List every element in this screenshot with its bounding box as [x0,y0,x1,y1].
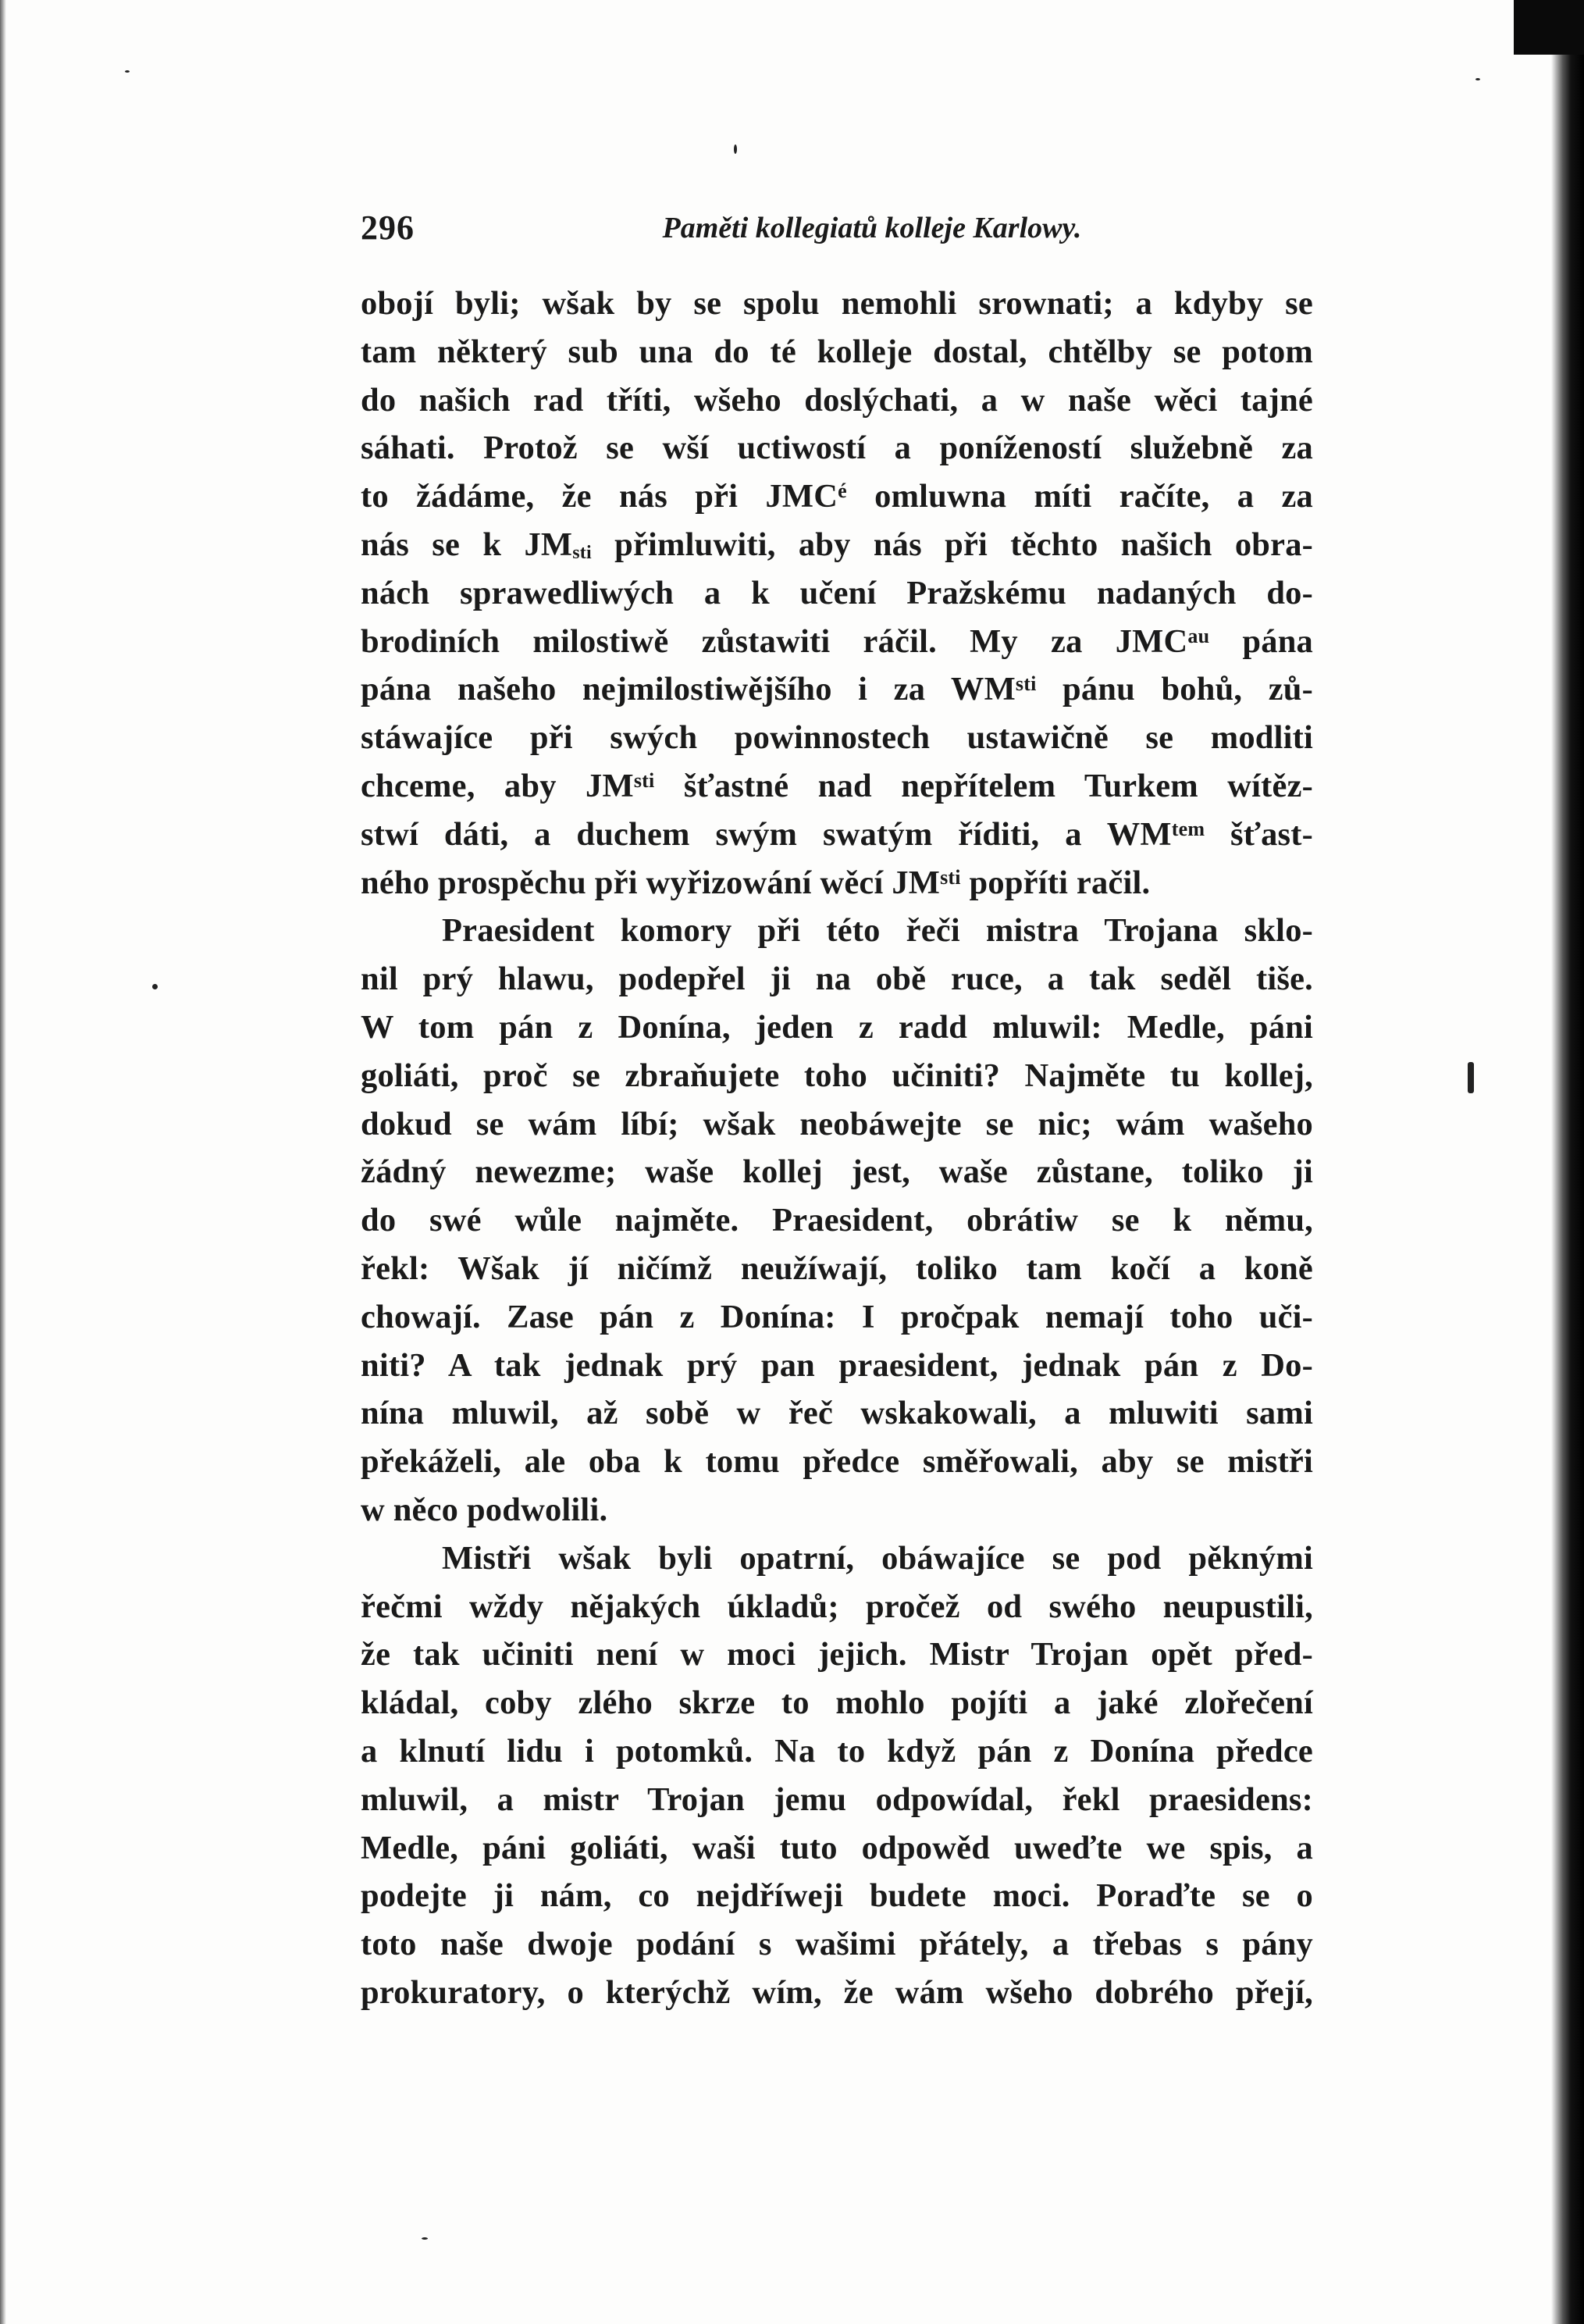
scan-speck [422,2237,428,2240]
scan-speck [125,70,130,73]
text-line: sáhati. Protož se wší uctiwostí a ponížeností služebně za [361,430,1313,467]
text-line: podejte ji nám, co nejdříweji budete moci. Poraďte se o [361,1877,1313,1915]
abbreviation-superscript: sti [633,768,655,792]
text-line-with-abbreviation: ného prospěchu při wyřizowání wěcí $JM^{sti}$ popříti račil. [361,864,1151,901]
text-line: prokuratory, o kterýchž wím, že wám wšeho dobrého přejí, [361,1973,1313,2011]
abbreviation-superscript: tem [1171,817,1205,840]
text-line: že tak učiniti není w moci jejich. Mistr Trojan opět před- [361,1636,1313,1673]
abbreviation-superscript: é [838,479,847,503]
abbreviation-superscript: sti [1015,672,1037,696]
text-line: a klnutí lidu i potomků. Na to když pán z Donína předce [361,1732,1313,1770]
text-line: W tom pán z Donína, jeden z radd mluwil: Medle, páni [361,1008,1313,1046]
scan-speck [734,144,737,154]
abbreviation-superscript: au [1187,624,1210,647]
scan-speck [1475,78,1480,80]
text-line-with-abbreviation: to žádáme, že nás při $JMC^é$ omluwna míti račíte, a za [361,478,1313,515]
text-line-with-abbreviation: stwí dáti, a duchem swým swatým říditi, a $WM^{tem}$ šťast- [361,815,1313,853]
text-line: nil prý hlawu, podepřel ji na obě ruce, a tak seděl tiše. [361,961,1313,998]
text-line: toto naše dwoje podání s wašimi přátely, a třebas s pány [361,1926,1313,1963]
page-right-edge-shadow [1551,0,1584,2324]
text-line: nína mluwil, až sobě w řeč wskakowali, a mluwiti sami [361,1395,1313,1432]
text-line: kládal, coby zlého skrze to mohlo pojíti a jaké zlořečení [361,1684,1313,1722]
text-line-with-abbreviation: chceme, aby $JM^{sti}$ šťastné nad nepřítelem Turkem wítěz- [361,767,1314,804]
text-line: řekl: Wšak jí ničímž neužíwají, toliko tam kočí a koně [361,1249,1313,1287]
body-text [361,280,1313,2017]
text-line: do swé wůle najměte. Praesident, obrátiw se k němu, [361,1202,1313,1239]
text-line: tam některý sub una do té kolleje dostal, chtělby se potom [361,333,1313,370]
text-line: řečmi wždy nějakých úkladů; pročež od swého neupustili, [361,1588,1313,1625]
scan-speck [1468,1062,1474,1093]
text-line: nách sprawedliwých a k učení Pražskému nadaných do- [361,574,1313,611]
scan-speck [152,984,158,989]
text-line: stáwajíce při swých powinnostech ustawičně se modliti [361,719,1313,757]
text-line: goliáti, proč se zbraňujete toho učiniti? Najměte tu kollej, [361,1057,1313,1094]
text-line-with-abbreviation: pána našeho nejmilostiwějšího i za $WM^{sti}$ pánu bohů, zů- [361,671,1313,708]
text-line: Praesident komory při této řeči mistra Trojana sklo- [442,912,1313,950]
text-line: žádný newezme; waše kollej jest, waše zůstane, toliko ji [361,1153,1313,1191]
page-number: 296 [361,209,415,247]
running-title: Paměti kollegiatů kolleje Karlowy. [662,212,1082,244]
text-line: do našich rad tříti, wšeho doslýchati, a w naše wěci tajné [361,381,1313,419]
page-header [361,205,1313,251]
page-corner-shadow [1514,0,1584,55]
text-line-with-abbreviation: brodiních milostiwě zůstawiti ráčil. My za $JMC^{au}$ pána [361,622,1313,660]
abbreviation-superscript: sti [940,865,961,889]
text-line: niti? A tak jednak prý pan praesident, jednak pán z Do- [361,1346,1313,1384]
abbreviation-subscript: sti [572,542,592,563]
text-line: mluwil, a mistr Trojan jemu odpowídal, řekl praesidens: [361,1780,1313,1818]
text-line: chowají. Zase pán z Donína: I pročpak nemají toho uči- [361,1298,1313,1335]
text-line: Medle, páni goliáti, waši tuto odpowěd uweďte we spis, a [361,1829,1313,1866]
text-line: Mistři wšak byli opatrní, obáwajíce se pod pěknými [442,1539,1313,1577]
text-line: překáželi, ale oba k tomu předce směřowali, aby se mistři [361,1443,1313,1481]
text-line: obojí byli; wšak by se spolu nemohli srownati; a kdyby se [361,285,1313,322]
text-line: w něco podwolili. [361,1491,608,1528]
text-line-with-abbreviation: nás se k $JM_{sti}$ přimluwiti, aby nás při těchto našich obra- [361,526,1314,563]
text-line: dokud se wám líbí; wšak neobáwejte se nic; wám wašeho [361,1105,1313,1142]
page-left-edge-shadow [0,0,6,2324]
